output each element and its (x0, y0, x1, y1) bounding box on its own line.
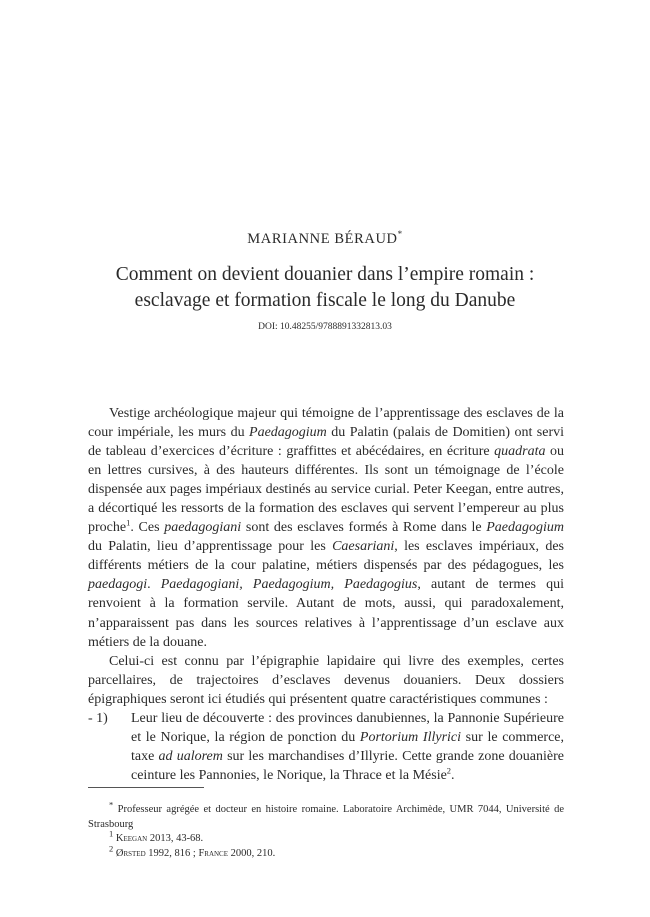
footnote-ref: 2 (446, 765, 452, 776)
text: . (451, 767, 455, 783)
italic-term: paedagogiani (164, 520, 242, 536)
cited-author: Keegan (115, 833, 148, 844)
footnote-2 (88, 843, 564, 862)
doi: DOI: 10.48255/9788891332813.03 (258, 322, 392, 332)
text: sur le commerce, taxe (131, 729, 564, 764)
list-item (88, 709, 564, 785)
text: . (147, 577, 161, 593)
author-footnote-mark: * (397, 229, 403, 239)
text: du Palatin (palais de Domitien) ont servi de tableau d’exercices d’écriture : graffittes et abécédaires, en écriture (88, 425, 564, 460)
italic-term: ad ualorem (158, 748, 223, 764)
article-title (0, 262, 650, 314)
text: sont des esclaves formés à Rome dans le (241, 520, 487, 536)
footnote-text: Professeur agrégée et docteur en histoire romaine. Laboratoire Archimède, UMR 7044, Université de Strasbourg (88, 804, 564, 830)
cited-author: Ørsted (115, 847, 146, 859)
footnote-mark: 2 (109, 843, 114, 853)
footnote-mark: 1 (109, 828, 114, 839)
footnote-separator (88, 787, 204, 788)
footnote-text: 2000, 210. (228, 847, 276, 859)
footnote-text: 1992, 816 ; (145, 847, 199, 859)
article-title-line-2: esclavage et formation fiscale le long du Danube (134, 290, 516, 311)
paragraph-1 (88, 404, 564, 652)
text: , les esclaves impériaux, des différents métiers de la cour palatine, métiers dispensés par des pédagogues, les (88, 539, 564, 574)
author-name (0, 229, 650, 248)
footnote-author (88, 799, 564, 832)
footnote-mark: * (109, 799, 114, 810)
footnote-text: 2013, 43-68. (147, 833, 204, 844)
article-body (88, 404, 564, 785)
footnotes (88, 799, 564, 861)
italic-term: paedagogi (88, 577, 148, 593)
cited-author: France (198, 847, 229, 859)
footnote-ref: 1 (126, 517, 131, 528)
text: du Palatin, lieu d’apprentissage pour les (88, 539, 333, 555)
article-title-line-1: Comment on devient douanier dans l’empire romain : (115, 264, 535, 285)
italic-term: quadrata (494, 444, 546, 460)
italic-term: Caesariani (332, 539, 395, 555)
text: Leur lieu de découverte : des provinces danubiennes, la Pannonie Supérieure et le Norique, la région de ponction du (131, 710, 564, 745)
author-name-text: MARIANNE BÉRAUD (247, 230, 398, 247)
italic-term: Paedagogiani, Paedagogium, Paedagogius (160, 577, 418, 593)
footnote-1 (88, 828, 564, 847)
text: Vestige archéologique majeur qui témoigne de l’apprentissage des esclaves de la cour impériale, les murs du (88, 406, 564, 441)
text: . Ces (130, 520, 165, 536)
list-item-label: - 1) (88, 710, 108, 726)
list-item-text (131, 709, 564, 785)
italic-term: Paedagogium (486, 520, 564, 536)
italic-term: Paedagogium (249, 425, 327, 441)
text: ou en lettres cursives, à des hauteurs différentes. Ils sont un témoignage de l’école dispensée aux pages impériaux destinés au service curial. Peter Keegan, entre autres, a décortiqué les ressorts de la formation des esclaves qui servent l’empereur au plus proche (88, 444, 565, 536)
paragraph-2: Celui-ci est connu par l’épigraphie lapidaire qui livre des exemples, certes parcellaires, de trajectoires d’esclaves devenus douaniers. Deux dossiers épigraphiques seront ici étudiés qui présentent quatre caractéristiques communes : (88, 653, 564, 707)
text: , autant de termes qui renvoient à la formation servile. Autant de mots, aussi, qui paradoxalement, n’apparaissent pas dans les sources relatives à l’apprentissage d’un esclave aux métiers de la douane. (88, 577, 564, 650)
text: sur les marchandises d’Illyrie. Cette grande zone douanière ceinture les Pannonies, le Norique, la Thrace et la Mésie (131, 748, 564, 783)
italic-term: Portorium Illyrici (359, 729, 462, 745)
